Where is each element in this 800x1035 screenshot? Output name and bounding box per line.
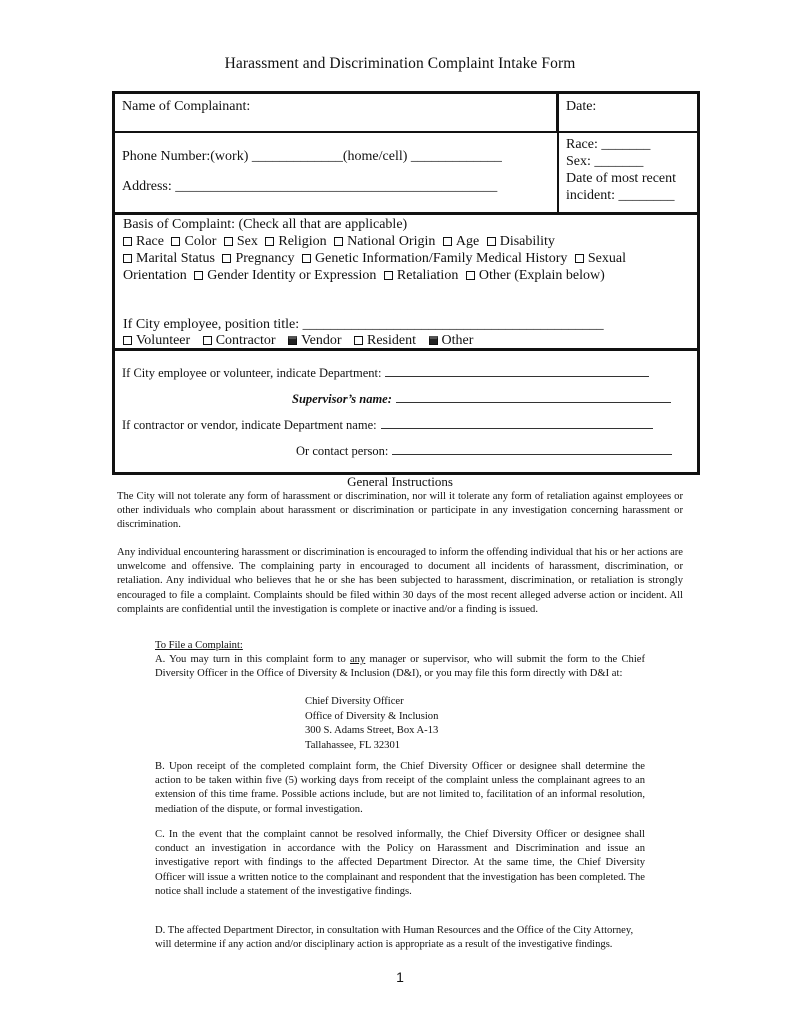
paragraph-b: B. Upon receipt of the completed complaint form, the Chief Diversity Officer or designee shall determine the action to be taken within five (5) working days from receipt of the complaint unless the complainant agrees to an extension of this time frame. Possible actions include, but are not limited to, facilitation of an informal resolution, mediation of the dispute, or formal investigation. bbox=[155, 761, 645, 815]
contractor-department-field[interactable]: If contractor or vendor, indicate Department name: bbox=[122, 416, 653, 433]
date-field[interactable]: Date: bbox=[566, 99, 597, 114]
input-line[interactable] bbox=[381, 416, 653, 429]
checkbox-icon bbox=[265, 237, 274, 246]
position-title-field[interactable]: If City employee, position title: ___________________________________________ bbox=[123, 317, 604, 332]
checkbox-icon bbox=[171, 237, 180, 246]
city-department-field[interactable]: If City employee or volunteer, indicate Department: bbox=[122, 364, 649, 381]
checkbox-icon bbox=[384, 271, 393, 280]
race-field[interactable]: Race: _______ bbox=[566, 137, 651, 152]
incident-date-field[interactable]: incident: ________ bbox=[566, 188, 675, 203]
page-number: 1 bbox=[396, 969, 404, 985]
checkbox-color[interactable]: Color bbox=[171, 234, 216, 249]
general-instructions-heading: General Instructions bbox=[347, 474, 453, 489]
complainant-name-field[interactable]: Name of Complainant: bbox=[122, 99, 251, 114]
checkbox-icon bbox=[123, 336, 132, 345]
address-field[interactable]: Address: ______________________________________________ bbox=[122, 179, 498, 194]
checkbox-icon bbox=[354, 336, 363, 345]
checkbox-checked-icon bbox=[429, 336, 438, 345]
checkbox-icon bbox=[224, 237, 233, 246]
basis-line-1 bbox=[123, 233, 559, 250]
checkbox-marital-status[interactable]: Marital Status bbox=[123, 251, 215, 266]
column-divider-thin bbox=[557, 132, 559, 213]
checkbox-race[interactable]: Race bbox=[123, 234, 164, 249]
checkbox-pregnancy[interactable]: Pregnancy bbox=[222, 251, 294, 266]
checkbox-retaliation[interactable]: Retaliation bbox=[384, 268, 458, 283]
checkbox-other-affiliation[interactable]: Other bbox=[429, 333, 474, 348]
paragraph-c: C. In the event that the complaint cannot be resolved informally, the Chief Diversity Officer or designee shall conduct an investigation in accordance with the Policy on Harassment and Discrimination and issue an investigative report with findings to the affected Department Director. At the same time, the Chief Diversity Officer will issue a written notice to the complainant and respondent that the investigation has been completed. The notice shall include a statement of the investigative findings. bbox=[155, 829, 645, 897]
checkbox-sexual-orientation[interactable]: Sexual bbox=[575, 251, 626, 266]
paragraph-d: D. The affected Department Director, in consultation with Human Resources and the Office of the City Attorney, will determine if any action and/or disciplinary action is appropriate as a result of the investigative findings. bbox=[155, 925, 634, 951]
checkbox-icon bbox=[443, 237, 452, 246]
intake-form-box bbox=[112, 91, 700, 475]
checkbox-volunteer[interactable]: Volunteer bbox=[123, 333, 190, 348]
checkbox-icon bbox=[203, 336, 212, 345]
checkbox-icon bbox=[194, 271, 203, 280]
basis-heading: Basis of Complaint: (Check all that are applicable) bbox=[123, 217, 408, 232]
sex-field[interactable]: Sex: _______ bbox=[566, 154, 644, 169]
checkbox-icon bbox=[466, 271, 475, 280]
supervisor-name-field[interactable]: Supervisor’s name: bbox=[292, 390, 671, 407]
orientation-label: Orientation bbox=[123, 268, 187, 283]
recent-incident-label: Date of most recent bbox=[566, 171, 677, 186]
to-file-heading: To File a Complaint: bbox=[155, 640, 243, 651]
checkbox-icon bbox=[123, 237, 132, 246]
checkbox-genetic-info[interactable]: Genetic Information/Family Medical History bbox=[302, 251, 567, 266]
checkbox-contractor[interactable]: Contractor bbox=[203, 333, 276, 348]
checkbox-icon bbox=[123, 254, 132, 263]
checkbox-other-basis[interactable]: Other (Explain below) bbox=[466, 268, 605, 283]
paragraph-a: A. You may turn in this complaint form to any manager or supervisor, who will submit the form to the Chief Diversity Officer in the Office of Diversity & Inclusion (D&I), or you may file this form directly with D&I at: bbox=[155, 654, 645, 680]
form-title: Harassment and Discrimination Complaint Intake Form bbox=[224, 55, 576, 72]
phone-field[interactable]: Phone Number:(work) _____________(home/cell) _____________ bbox=[122, 149, 502, 164]
paragraph-encouragement: Any individual encountering harassment or discrimination is encouraged to inform the offending individual that his or her actions are unwelcome and offensive. The complaining party in encouraged to document all incidents of harassment, discrimination, or retaliation. Any individual who believes that he or she has been subjected to harassment, discrimination, or retaliation is strongly encouraged to file a complaint. Complaints should be filed within 30 days of the most recent alleged adverse action or incident. All complaints are confidential until the investigation is complete or inactive and/or a finding is issued. bbox=[117, 547, 683, 615]
basis-line-3 bbox=[123, 267, 609, 284]
affiliation-line bbox=[123, 332, 477, 349]
checkbox-icon bbox=[302, 254, 311, 263]
checkbox-disability[interactable]: Disability bbox=[487, 234, 555, 249]
checkbox-gender-identity[interactable]: Gender Identity or Expression bbox=[194, 268, 376, 283]
checkbox-age[interactable]: Age bbox=[443, 234, 479, 249]
mailing-address: Chief Diversity Officer Office of Diversity & Inclusion 300 S. Adams Street, Box A-13 Tallahassee, FL 32301 bbox=[305, 696, 439, 751]
input-line[interactable] bbox=[392, 442, 672, 455]
column-divider bbox=[556, 94, 559, 132]
divider bbox=[115, 348, 697, 351]
basis-line-2 bbox=[123, 250, 630, 267]
divider bbox=[115, 131, 697, 133]
checkbox-icon bbox=[487, 237, 496, 246]
checkbox-resident[interactable]: Resident bbox=[354, 333, 416, 348]
checkbox-icon bbox=[222, 254, 231, 263]
checkbox-national-origin[interactable]: National Origin bbox=[334, 234, 435, 249]
checkbox-icon bbox=[334, 237, 343, 246]
input-line[interactable] bbox=[396, 390, 671, 403]
paragraph-policy: The City will not tolerate any form of harassment or discrimination, nor will it tolerate any form of retaliation against employees or other individuals who complain about harassment or discrimination or participate in any investigation concerning harassment or discrimination. bbox=[117, 491, 683, 531]
divider bbox=[115, 212, 697, 215]
checkbox-icon bbox=[575, 254, 584, 263]
contact-person-field[interactable]: Or contact person: bbox=[296, 442, 672, 459]
checkbox-checked-icon bbox=[288, 336, 297, 345]
checkbox-religion[interactable]: Religion bbox=[265, 234, 326, 249]
checkbox-sex[interactable]: Sex bbox=[224, 234, 258, 249]
input-line[interactable] bbox=[385, 364, 649, 377]
checkbox-vendor[interactable]: Vendor bbox=[288, 333, 341, 348]
